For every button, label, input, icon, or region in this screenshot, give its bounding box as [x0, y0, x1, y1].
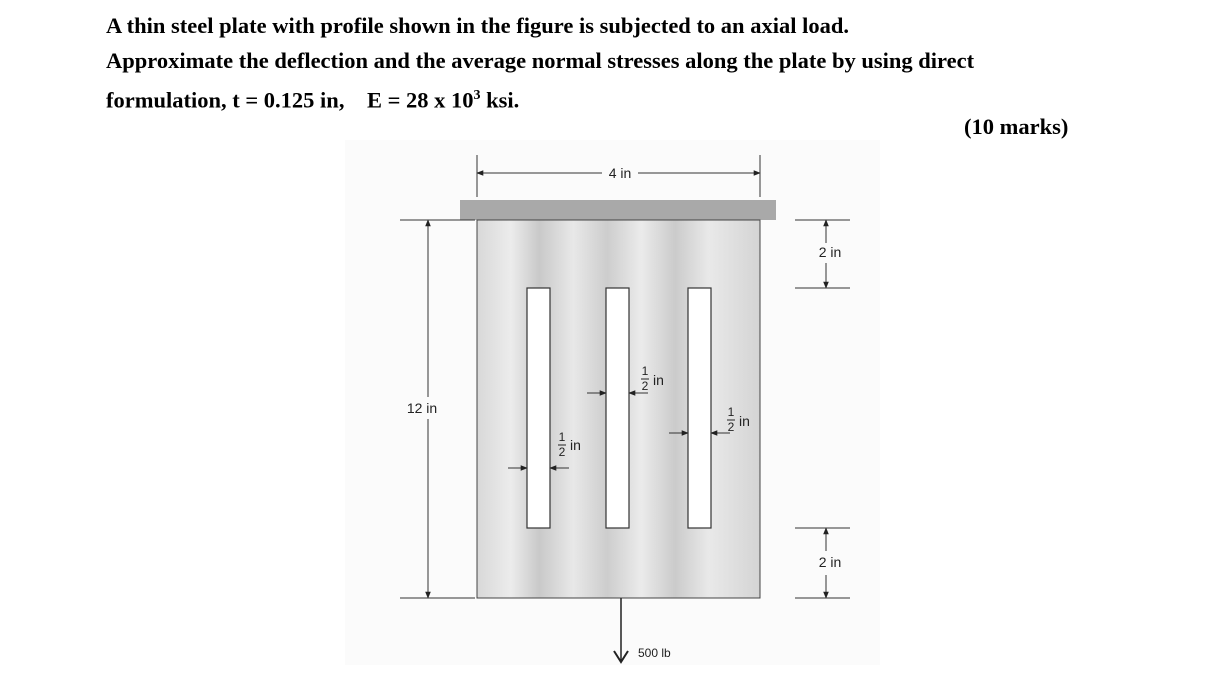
height-label: 12 in [406, 400, 438, 416]
slot-left-width-unit: in [570, 437, 581, 453]
plate-diagram [340, 135, 885, 670]
slot-middle-width-num: 1 [641, 364, 649, 378]
exponent: 3 [473, 88, 481, 103]
slot-left-width-num: 1 [558, 430, 566, 444]
load-label: 500 lb [638, 646, 671, 660]
plate-figure [340, 135, 885, 675]
question-line-2: Approximate the deflection and the average normal stresses along the plate by using direct [106, 48, 975, 73]
support-wall [460, 200, 776, 220]
slot-middle-width-unit: in [653, 372, 664, 388]
slot-right-width-num: 1 [727, 405, 735, 419]
line-3-text: formulation, t = 0.125 in, E = 28 x 10 [106, 87, 474, 113]
question-line-3 [106, 78, 1136, 118]
question-line-1: A thin steel plate with profile shown in the figure is subjected to an axial load. [106, 13, 849, 38]
width-label: 4 in [608, 165, 632, 181]
slot-left-width-den: 2 [558, 445, 566, 459]
top-margin-label: 2 in [818, 244, 842, 260]
line-3-suffix: ksi. [480, 87, 520, 113]
slot-left [527, 288, 550, 528]
slot-middle-width-den: 2 [641, 379, 649, 393]
slot-right-width-unit: in [739, 413, 750, 429]
slot-right [688, 288, 711, 528]
bottom-margin-label: 2 in [818, 554, 842, 570]
question-text [106, 8, 1136, 118]
slot-middle [606, 288, 629, 528]
marks-label: (10 marks) [964, 114, 1069, 139]
slot-right-width-den: 2 [727, 420, 735, 434]
